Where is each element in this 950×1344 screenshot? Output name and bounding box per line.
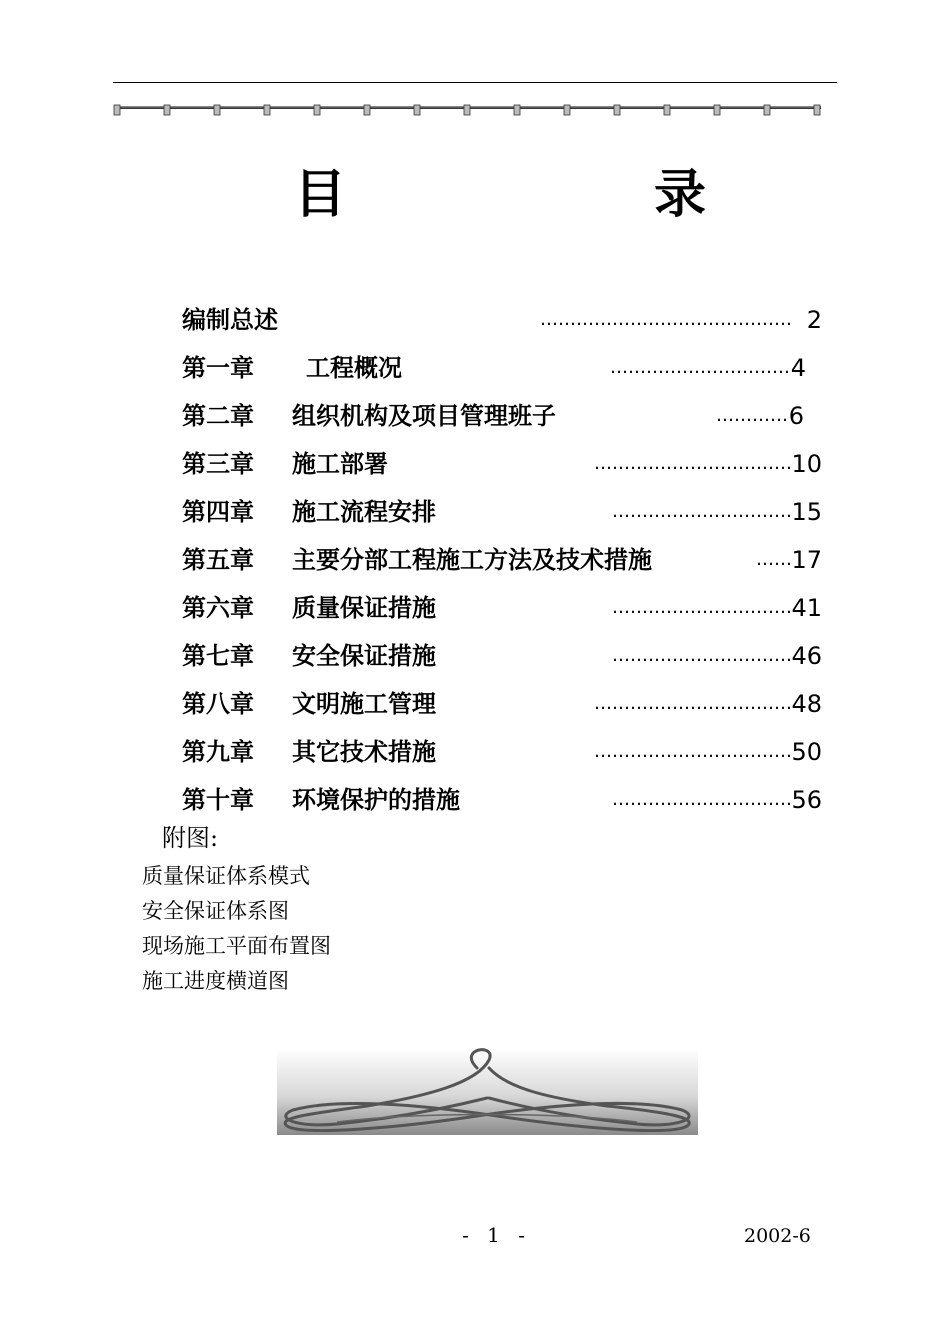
toc-name: 组织机构及项目管理班子: [292, 401, 556, 430]
toc-name: 质量保证措施: [292, 593, 436, 622]
toc-name: 文明施工管理: [292, 689, 436, 718]
top-rule: [113, 82, 837, 83]
toc-name: 其它技术措施: [292, 737, 436, 766]
toc-leader-dots: ……: [756, 549, 792, 570]
toc-page-number: 41: [791, 594, 822, 622]
toc-entry[interactable]: [182, 636, 822, 676]
footer-date: 2002-6: [744, 1225, 811, 1247]
appendix-item[interactable]: 质量保证体系模式: [142, 864, 310, 888]
toc-entry[interactable]: [182, 492, 822, 532]
toc-entry[interactable]: [182, 348, 806, 388]
toc-page-number: 50: [791, 738, 822, 766]
toc-leader-dots: ……………………………………: [540, 309, 792, 330]
toc-name: 施工部署: [292, 449, 388, 478]
toc-chapter: 第一章: [182, 353, 254, 382]
toc-chapter: 第九章: [182, 737, 254, 766]
toc-leader-dots: …………: [716, 405, 788, 426]
toc-name: 安全保证措施: [292, 641, 436, 670]
toc-leader-dots: ……………………………: [594, 741, 792, 762]
toc-leader-dots: ……………………………: [594, 693, 792, 714]
toc-name: 主要分部工程施工方法及技术措施: [292, 545, 652, 574]
toc-chapter: 第五章: [182, 545, 254, 574]
toc-entry[interactable]: [182, 684, 822, 724]
appendix-heading: 附图:: [162, 824, 219, 852]
toc-entry[interactable]: [182, 540, 822, 580]
toc-page-number: 17: [791, 546, 822, 574]
toc-chapter: 第六章: [182, 593, 254, 622]
decorative-border: [113, 100, 823, 118]
toc-entry[interactable]: [182, 780, 822, 820]
toc-page-number: 48: [791, 690, 822, 718]
toc-page-number: 10: [791, 450, 822, 478]
toc-chapter: 第四章: [182, 497, 254, 526]
toc-page-number: 2: [806, 306, 822, 334]
toc-chapter: 第十章: [182, 785, 254, 814]
title-char-1: 目: [294, 164, 347, 225]
appendix-item[interactable]: 现场施工平面布置图: [142, 934, 331, 958]
toc-entry[interactable]: [182, 732, 822, 772]
toc-entry[interactable]: [182, 588, 822, 628]
toc-name: 编制总述: [182, 305, 278, 334]
page-number: - 1 -: [462, 1223, 531, 1247]
appendix-item[interactable]: 施工进度横道图: [142, 969, 289, 993]
toc-page-number: 4: [790, 354, 806, 382]
toc-page-number: 6: [788, 402, 804, 430]
toc-chapter: 第八章: [182, 689, 254, 718]
toc-leader-dots: ……………………………: [594, 453, 792, 474]
title-char-2: 录: [654, 164, 707, 225]
toc-name: 施工流程安排: [292, 497, 436, 526]
ornament-image: [277, 1048, 698, 1135]
toc-page-number: 46: [791, 642, 822, 670]
toc-entry[interactable]: [182, 300, 822, 340]
toc-entry[interactable]: [182, 444, 822, 484]
toc-leader-dots: …………………………: [612, 501, 792, 522]
appendix-item[interactable]: 安全保证体系图: [142, 899, 289, 923]
toc-chapter: 第七章: [182, 641, 254, 670]
toc-chapter: 第二章: [182, 401, 254, 430]
toc-name: 工程概况: [306, 353, 402, 382]
toc-leader-dots: …………………………: [610, 357, 790, 378]
toc-name: 环境保护的措施: [292, 785, 460, 814]
toc-entry[interactable]: [182, 396, 804, 436]
toc-page-number: 15: [791, 498, 822, 526]
toc-leader-dots: …………………………: [612, 597, 792, 618]
page-title: [0, 160, 950, 230]
toc-chapter: 第三章: [182, 449, 254, 478]
toc-leader-dots: …………………………: [612, 645, 792, 666]
toc-page-number: 56: [791, 786, 822, 814]
toc-leader-dots: …………………………: [612, 789, 792, 810]
